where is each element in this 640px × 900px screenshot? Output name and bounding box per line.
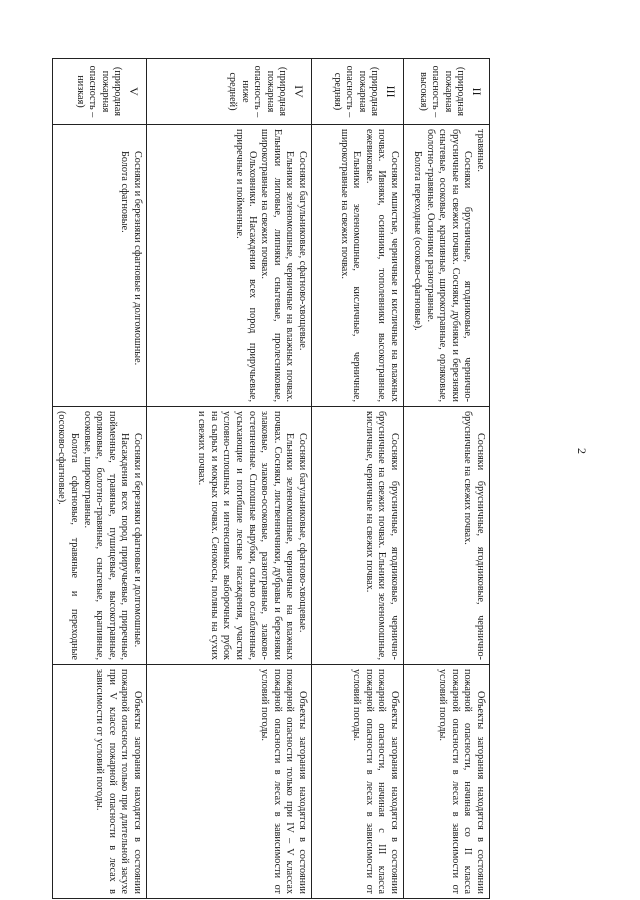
hazard-class-label: (природная пожарная опасность – средняя) <box>331 65 381 118</box>
forest-types-cell <box>147 407 312 665</box>
rotated-page-content <box>56 58 490 898</box>
text-paragraph: Объекты загорания находятся в состоянии пожарной опасности, начиная с III класса пожарной опасности в лесах в зависимости от условий погоды. <box>351 669 400 894</box>
table-row <box>147 59 312 899</box>
hazard-condition-cell <box>312 665 404 899</box>
forest-types-cell <box>312 125 404 407</box>
text-paragraph: Насаждения всех пород приручьевые, приречные, пойменные, травяные, пушицевые, высокотравные, орляковые, болотно-травяные, снытевые, крапивные, осоковые, широкотравные. <box>81 411 131 660</box>
text-paragraph: Сосняки багульниковые, сфагново-хвощевые. <box>297 433 308 633</box>
hazard-class-cell <box>404 59 490 125</box>
hazard-class-label: (природная пожарная опасность – высокая) <box>417 65 467 118</box>
text-paragraph: Сосняки багульниковые, сфагново-хвощевые. <box>297 151 308 351</box>
forest-types-cell <box>147 125 312 407</box>
text-paragraph: Объекты загорания находятся в состоянии пожарной опасности только при длительной засухе при V классе пожарной опасности в лесах в зависимости от условий погоды. <box>94 669 143 894</box>
hazard-class-label: (природная пожарная опасность – низкая) <box>74 65 124 118</box>
text-paragraph: Сосняки брусничные, ягодниковые, чернично-брусничные на свежих почвах. Сосняки, дубняки и березняки снытевые, осоковые, крапивные, широкотравные, орляковые, болотно-травяные. Осинники разнотравные. <box>424 129 474 402</box>
hazard-condition-cell <box>147 665 312 899</box>
hazard-class-number: IV <box>292 85 306 98</box>
text-paragraph: Ольховники. Насаждения всех пород приручьевые, приречные и пойменные. <box>234 129 258 402</box>
hazard-condition-cell <box>404 665 490 899</box>
hazard-class-cell <box>52 59 146 125</box>
text-paragraph: Объекты загорания находятся в состоянии пожарной опасности, начиная со II класса пожарной опасности в лесах в зависимости от условий погоды. <box>437 669 486 894</box>
table-row <box>404 59 490 899</box>
forest-types-cell <box>52 407 146 665</box>
hazard-class-cell <box>312 59 404 125</box>
hazard-class-number: III <box>384 85 398 98</box>
fire-hazard-class-table <box>52 58 490 899</box>
hazard-class-number: V <box>127 87 141 96</box>
forest-types-cell <box>312 407 404 665</box>
text-paragraph: Сосняки и березняки сфагновые и долгомошные. <box>132 433 143 648</box>
text-paragraph: Сосняки брусничные, ягодниковые, чернично-брусничные на свежих почвах. <box>462 411 486 660</box>
text-paragraph: Ельники зеленомошные, кисличные, черничные, широкотравные на свежих почвах. <box>338 129 363 402</box>
text-line: травяные. <box>475 129 486 172</box>
text-paragraph: Сосняки мшистые, черничные и кисличные на влажных почвах. Ивняки, осинники, тополевники высокотравные, ежевиковые. <box>363 129 400 402</box>
hazard-class-number: II <box>470 87 484 96</box>
table-row <box>312 59 404 899</box>
text-paragraph: Сосняки и березняки сфагновые и долгомошные. <box>132 151 143 366</box>
hazard-condition-cell <box>52 665 146 899</box>
forest-types-cell <box>404 407 490 665</box>
forest-types-cell <box>404 125 490 407</box>
text-paragraph: Сосняки брусничные, ягодниковые, чернично-брусничные на свежих почвах. Ельники зеленомошные, кисличные, черничные на свежих почвах. <box>363 411 400 660</box>
text-paragraph: Болота переходные (осоково-сфагновые). <box>412 151 424 331</box>
text-paragraph: Болота сфагновые. <box>119 151 131 233</box>
page-number: 2 <box>575 448 589 454</box>
hazard-class-label: (природная пожарная опасность – ниже средней) <box>227 65 289 118</box>
text-paragraph: Объекты загорания находятся в состоянии пожарной опасности только при IV – V классах пожарной опасности в лесах в зависимости от условий погоды. <box>259 669 308 894</box>
forest-types-cell <box>52 125 146 407</box>
text-paragraph: Ельники зеленомошные, черничные на влажных почвах. Сосняки, лиственничники, дубравы и березняки злаковые, злаково-осоковые, разнотравные, злаково-остепненные. Сплошные вырубки, сильно ослабленные, усыхающие и погибшие лесные насаждения, участки условно-сплошных и интенсивных выборочных рубок на сырых и мокрых почвах. Сенокосы, поляны на сухих и свежих почвах. <box>196 411 296 660</box>
hazard-class-cell <box>147 59 312 125</box>
text-paragraph: Болота сфагновые, травяные и переходные (осоково-сфагновые). <box>56 411 81 660</box>
text-paragraph: Ельники зеленомошные, черничные на влажных почвах. Ельники липовые, липняки снытевые, пролесниковые, широкотравные на свежих почвах. <box>259 129 296 402</box>
table-row <box>52 59 146 899</box>
